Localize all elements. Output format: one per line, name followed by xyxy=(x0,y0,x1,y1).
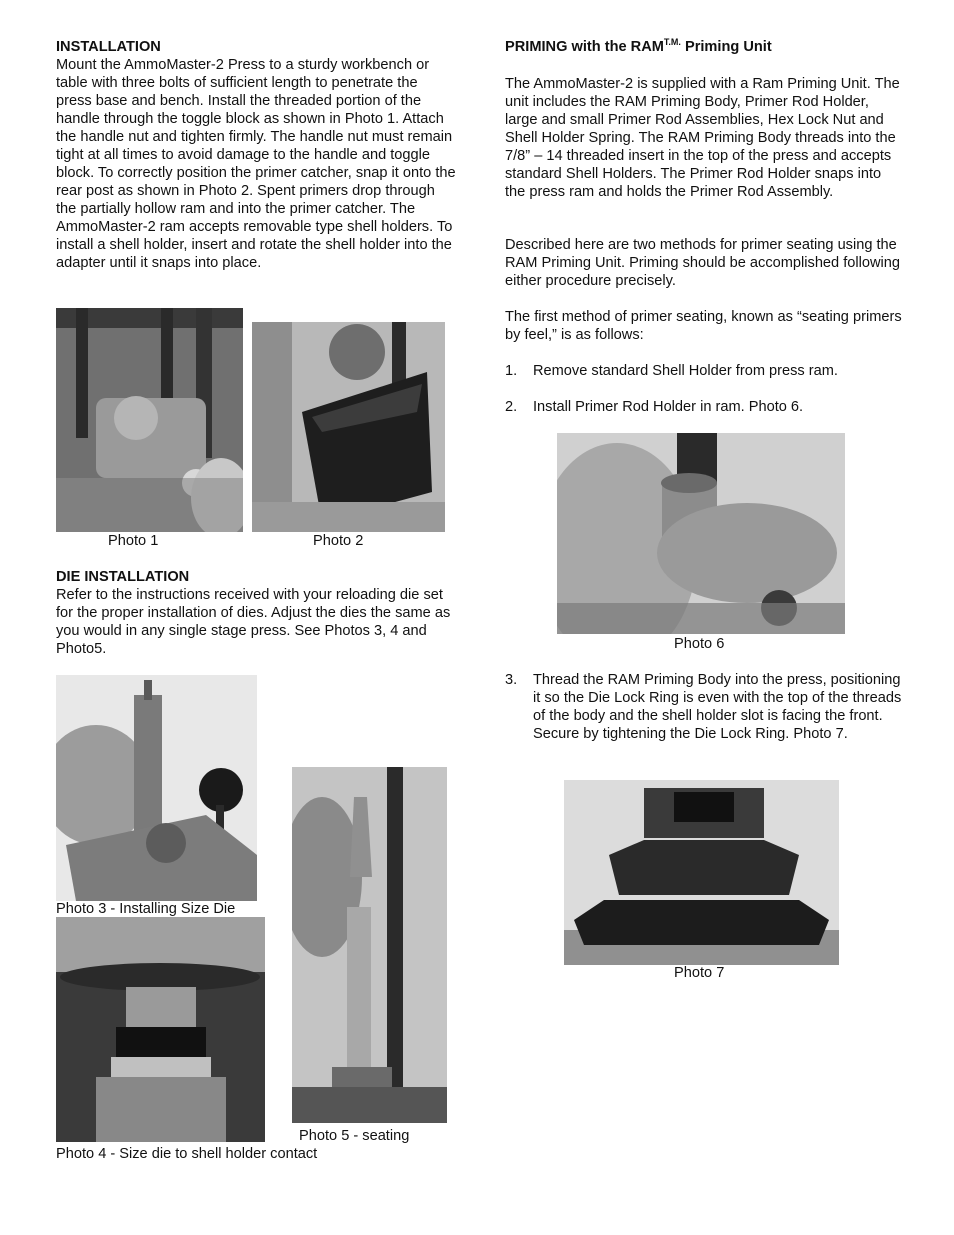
list-text: Install Primer Rod Holder in ram. Photo 6. xyxy=(533,399,804,415)
list-number: 1. xyxy=(505,363,518,379)
photo-2-caption: Photo 2 xyxy=(313,533,364,549)
photo-1-image xyxy=(56,308,243,532)
photo-2-image xyxy=(252,322,445,532)
photo-4-caption: Photo 4 - Size die to shell holder contact xyxy=(56,1146,318,1162)
priming-heading xyxy=(505,38,905,56)
trademark-sup: T.M. xyxy=(663,37,681,48)
photo-1-caption: Photo 1 xyxy=(108,533,159,549)
die-installation-section xyxy=(56,568,456,658)
installation-body: Mount the AmmoMaster-2 Press to a sturdy workbench or table with three bolts of sufficient length to penetrate the press base and bench. Install the threaded portion of the handle through the toggle block as shown in Photo 1. Attach the handle nut and tighten firmly. The handle nut must remain tight at all times to avoid damage to the handle and toggle block. To correctly position the primer catcher, snap it onto the rear post as shown in Photo 2. Spent primers drop through the partially hollow ram and into the primer catcher. The AmmoMaster-2 ram accepts removable type shell holders. To install a shell holder, insert and rotate the shell holder into the adapter until it snaps into place. xyxy=(56,57,456,271)
photo-5-caption: Photo 5 - seating xyxy=(299,1128,410,1144)
priming-heading-tail: Priming Unit xyxy=(680,39,772,55)
photo-3-image xyxy=(56,675,257,901)
priming-para-1: The AmmoMaster-2 is supplied with a Ram Priming Unit. The unit includes the RAM Priming Body, Primer Rod Holder, large and small Primer Rod Assemblies, Hex Lock Nut and Shell Holder Spring. The RAM Priming Body threads into the 7/8” – 14 threaded insert in the top of the press and accepts standard Shell Holders. The Primer Rod Holder snaps into the press ram and holds the Primer Rod Assembly. xyxy=(505,76,900,200)
photo-5-image xyxy=(292,767,447,1123)
photo-6-caption: Photo 6 xyxy=(674,636,725,652)
die-installation-heading: DIE INSTALLATION xyxy=(56,569,190,585)
list-text: Remove standard Shell Holder from press ram. xyxy=(533,363,838,379)
priming-heading-main: PRIMING with the RAM xyxy=(505,39,664,55)
photo-7-caption: Photo 7 xyxy=(674,965,725,981)
photo-6-image xyxy=(557,433,845,634)
installation-section xyxy=(56,38,456,272)
priming-section xyxy=(505,38,905,56)
installation-heading: INSTALLATION xyxy=(56,39,161,55)
list-number: 3. xyxy=(505,672,518,688)
priming-para-3: The first method of primer seating, known as “seating primers by feel,” is as follows: xyxy=(505,309,902,343)
photo-7-image xyxy=(564,780,839,965)
photo-4-image xyxy=(56,917,265,1142)
photo-3-caption: Photo 3 - Installing Size Die xyxy=(56,901,236,917)
die-installation-body: Refer to the instructions received with your reloading die set for the proper installation of dies. Adjust the dies the same as you would in any single stage press. See Photos 3, 4 and Photo5. xyxy=(56,587,451,657)
list-text: Thread the RAM Priming Body into the press, positioning it so the Die Lock Ring is even with the top of the threads of the body and the shell holder slot is facing the front. Secure by tightening the Die Lock Ring. Photo 7. xyxy=(533,672,902,742)
list-number: 2. xyxy=(505,399,518,415)
priming-para-2: Described here are two methods for primer seating using the RAM Priming Unit. Priming should be accomplished following either procedure precisely. xyxy=(505,237,901,289)
